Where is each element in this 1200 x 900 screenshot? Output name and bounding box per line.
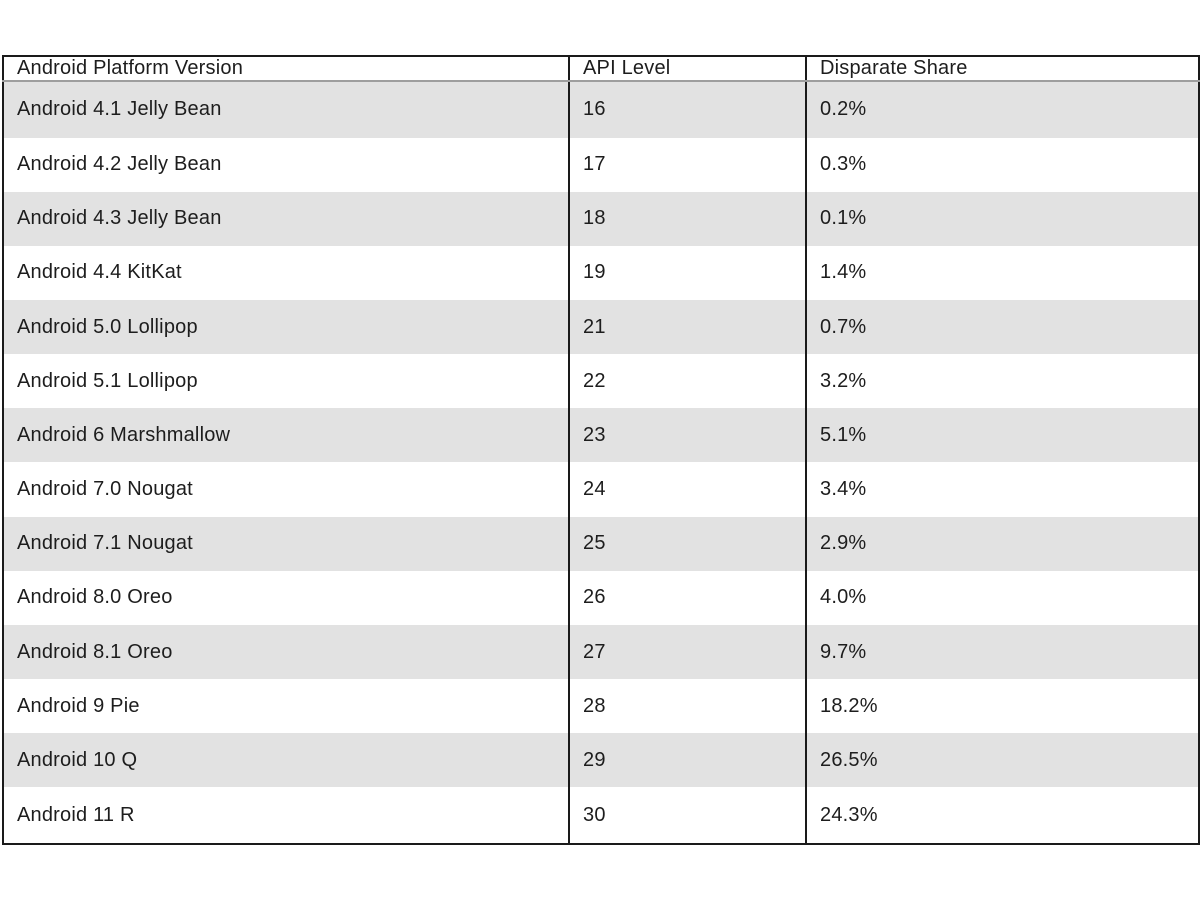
cell-disparate-share: 5.1% bbox=[806, 408, 1199, 462]
cell-platform-version: Android 9 Pie bbox=[17, 694, 140, 717]
cell-api-level: 22 bbox=[569, 354, 806, 408]
table-container bbox=[2, 55, 1198, 845]
header-row bbox=[3, 56, 1199, 81]
cell-platform-version: Android 5.0 Lollipop bbox=[17, 315, 198, 338]
table-row bbox=[3, 300, 1199, 354]
table-row bbox=[3, 246, 1199, 300]
cell-platform-version: Android 6 Marshmallow bbox=[17, 423, 231, 446]
cell-api-level: 28 bbox=[569, 679, 806, 733]
table-row bbox=[3, 138, 1199, 192]
column-header-api-level: API Level bbox=[569, 56, 806, 81]
cell-disparate-share: 0.2% bbox=[806, 81, 1199, 138]
cell-platform-version: Android 4.4 KitKat bbox=[17, 261, 182, 284]
table-row bbox=[3, 733, 1199, 787]
cell-api-level: 26 bbox=[569, 571, 806, 625]
cell-api-level: 19 bbox=[569, 246, 806, 300]
cell-api-level: 29 bbox=[569, 733, 806, 787]
table-row bbox=[3, 787, 1199, 844]
table-row bbox=[3, 679, 1199, 733]
table-row bbox=[3, 354, 1199, 408]
cell-api-level: 23 bbox=[569, 408, 806, 462]
cell-api-level: 21 bbox=[569, 300, 806, 354]
cell-platform-version: Android 8.0 Oreo bbox=[17, 586, 173, 609]
table-row bbox=[3, 517, 1199, 571]
cell-disparate-share: 3.4% bbox=[806, 462, 1199, 516]
cell-api-level: 16 bbox=[569, 81, 806, 138]
cell-disparate-share: 2.9% bbox=[806, 517, 1199, 571]
cell-disparate-share: 1.4% bbox=[806, 246, 1199, 300]
cell-disparate-share: 0.1% bbox=[806, 192, 1199, 246]
cell-disparate-share: 24.3% bbox=[806, 787, 1199, 844]
android-version-table bbox=[2, 55, 1200, 845]
table-row bbox=[3, 462, 1199, 516]
table-row bbox=[3, 81, 1199, 138]
cell-api-level: 25 bbox=[569, 517, 806, 571]
cell-platform-version: Android 11 R bbox=[17, 803, 135, 826]
cell-disparate-share: 4.0% bbox=[806, 571, 1199, 625]
cell-platform-version: Android 7.0 Nougat bbox=[17, 478, 193, 501]
column-header-disparate-share: Disparate Share bbox=[806, 56, 1199, 81]
cell-platform-version: Android 5.1 Lollipop bbox=[17, 369, 198, 392]
cell-disparate-share: 26.5% bbox=[806, 733, 1199, 787]
cell-platform-version: Android 4.3 Jelly Bean bbox=[17, 207, 222, 230]
table-header bbox=[3, 56, 1199, 81]
table-row bbox=[3, 571, 1199, 625]
cell-disparate-share: 0.7% bbox=[806, 300, 1199, 354]
cell-disparate-share: 0.3% bbox=[806, 138, 1199, 192]
table-body bbox=[3, 81, 1199, 844]
cell-platform-version: Android 8.1 Oreo bbox=[17, 640, 173, 663]
cell-platform-version: Android 4.2 Jelly Bean bbox=[17, 153, 222, 176]
column-header-platform-version: Android Platform Version bbox=[3, 56, 569, 81]
cell-api-level: 24 bbox=[569, 462, 806, 516]
cell-platform-version: Android 10 Q bbox=[17, 748, 138, 771]
cell-api-level: 17 bbox=[569, 138, 806, 192]
table-row bbox=[3, 192, 1199, 246]
cell-platform-version: Android 7.1 Nougat bbox=[17, 532, 193, 555]
table-row bbox=[3, 408, 1199, 462]
cell-disparate-share: 18.2% bbox=[806, 679, 1199, 733]
cell-disparate-share: 3.2% bbox=[806, 354, 1199, 408]
cell-disparate-share: 9.7% bbox=[806, 625, 1199, 679]
table-row bbox=[3, 625, 1199, 679]
cell-api-level: 27 bbox=[569, 625, 806, 679]
cell-api-level: 30 bbox=[569, 787, 806, 844]
cell-platform-version: Android 4.1 Jelly Bean bbox=[17, 98, 222, 121]
cell-api-level: 18 bbox=[569, 192, 806, 246]
